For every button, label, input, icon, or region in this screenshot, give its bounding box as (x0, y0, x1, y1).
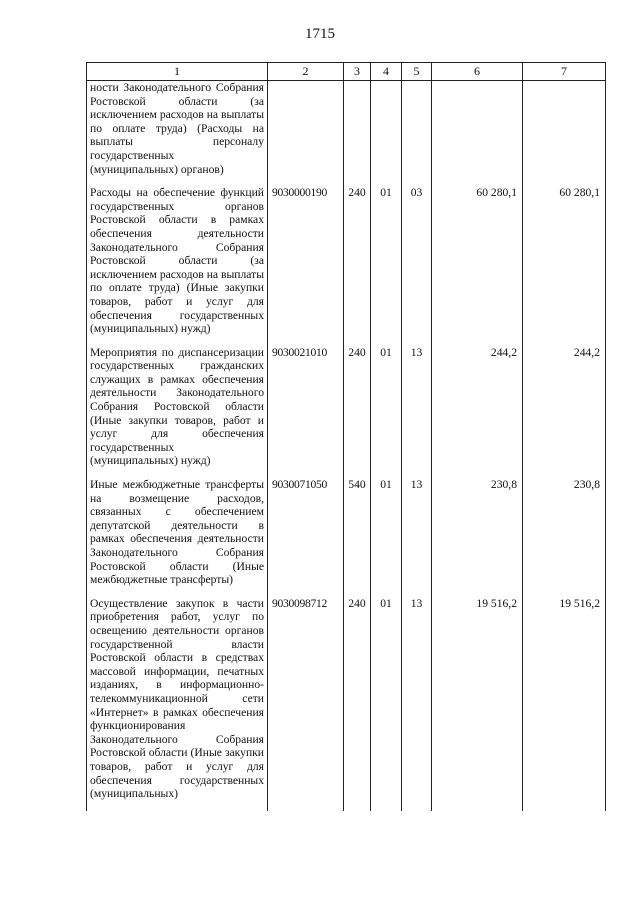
target-code: 9030098712 (268, 597, 344, 811)
table-header-row (87, 63, 606, 81)
subsection-code (402, 81, 432, 187)
amount-year-1: 230,8 (432, 478, 523, 597)
table-row (87, 346, 606, 478)
column-header-2: 2 (268, 63, 344, 81)
subsection-code: 13 (402, 597, 432, 811)
expense-type: 540 (344, 478, 371, 597)
column-header-7: 7 (523, 63, 606, 81)
table-row (87, 478, 606, 597)
subsection-code: 13 (402, 346, 432, 478)
table-row (87, 597, 606, 811)
amount-year-1: 60 280,1 (432, 186, 523, 346)
expense-type (344, 81, 371, 187)
amount-year-2: 230,8 (523, 478, 606, 597)
target-code (268, 81, 344, 187)
expense-type: 240 (344, 346, 371, 478)
amount-year-1: 19 516,2 (432, 597, 523, 811)
amount-year-2 (523, 81, 606, 187)
expense-type: 240 (344, 597, 371, 811)
column-header-3: 3 (344, 63, 371, 81)
section-code (371, 81, 402, 187)
column-header-4: 4 (371, 63, 402, 81)
column-header-5: 5 (402, 63, 432, 81)
target-code: 9030000190 (268, 186, 344, 346)
expense-name: ности Законодательного Собрания Ростовской области (за исключением расходов на выплаты по оплате труда) (Расходы на выплаты персоналу государственных (муниципальных) органов) (87, 81, 268, 187)
amount-year-2: 19 516,2 (523, 597, 606, 811)
section-code: 01 (371, 186, 402, 346)
expense-type: 240 (344, 186, 371, 346)
section-code: 01 (371, 478, 402, 597)
table-row (87, 81, 606, 187)
expense-name: Осуществление закупок в части приобретения работ, услуг по освещению деятельности органов государственной власти Ростовской области в средствах массовой информации, печатных изданиях, в информационно-телекоммуникационной сети «Интернет» в рамках обеспечения функционирования Законодательного Собрания Ростовской области (Иные закупки товаров, работ и услуг для обеспечения государственных (муниципальных) (87, 597, 268, 811)
section-code: 01 (371, 346, 402, 478)
page-number: 1715 (305, 26, 335, 42)
column-header-1: 1 (87, 63, 268, 81)
expense-name: Иные межбюджетные трансферты на возмещение расходов, связанных с обеспечением депутатской деятельности в рамках обеспечения деятельности Законодательного Собрания Ростовской области (Иные межбюджетные трансферты) (87, 478, 268, 597)
section-code: 01 (371, 597, 402, 811)
table-row (87, 186, 606, 346)
target-code: 9030071050 (268, 478, 344, 597)
expense-name: Расходы на обеспечение функций государственных органов Ростовской области в рамках обеспечения деятельности Законодательного Собрания Ростовской области (за исключением расходов на выплаты по оплате труда) (Иные закупки товаров, работ и услуг для обеспечения государственных (муниципальных) нужд) (87, 186, 268, 346)
column-header-6: 6 (432, 63, 523, 81)
amount-year-2: 60 280,1 (523, 186, 606, 346)
budget-table (86, 62, 606, 811)
expense-name: Мероприятия по диспансеризации государственных гражданских служащих в рамках обеспечения деятельности Законодательного Собрания Ростовской области (Иные закупки товаров, работ и услуг для обеспечения государственных (муниципальных) нужд) (87, 346, 268, 478)
target-code: 9030021010 (268, 346, 344, 478)
subsection-code: 03 (402, 186, 432, 346)
amount-year-1 (432, 81, 523, 187)
amount-year-1: 244,2 (432, 346, 523, 478)
amount-year-2: 244,2 (523, 346, 606, 478)
subsection-code: 13 (402, 478, 432, 597)
